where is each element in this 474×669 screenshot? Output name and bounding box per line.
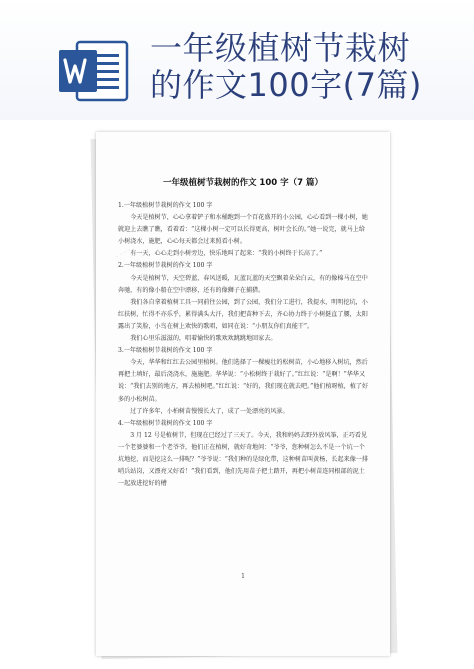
paragraph: 有一天，心心走到小树旁边，快乐地叫了起来：“我的小树终于长高了。” (130, 250, 323, 258)
header-banner (0, 0, 474, 120)
main-title-line-2: 的作文100字(7篇) (150, 66, 422, 104)
paragraph: 3 月 12 号是植树节，但现在已经过了三天了。今天，我和妈妈去野外放风筝，正巧看见一个老婆婆和一个老爷爷，他们正在植树，就好奇地问：“爷爷，您种树怎么不是一个坑一个坑地挖，而是挖这么一排呢？”爷爷说：“我们种的是绿化带，这种树苗叫黄杨，长起来像一排哨兵站岗，又漂亮又好看！”我们看到，他们先用苗子把土踏开，再把小树苗连同根部的泥土一起放进挖好的槽 (118, 431, 368, 488)
section-heading: 3.一年级植树节栽树的作文 100 字 (118, 347, 213, 355)
paragraph: 我们心里乐滋滋的，唱着愉快的歌欢欢跳跳地回家去。 (130, 335, 277, 343)
watermark: ˇˇˇˇ (114, 248, 136, 266)
section-heading: 4.一年级植树节栽树的作文 100 字 (118, 419, 213, 427)
section-heading: 2.一年级植树节栽树的作文 100 字 (118, 262, 213, 270)
paragraph: 今天是植树节，心心拿着铲子和水桶跑到一个百花盛开的小公园，心心看到一棵小树，她就迎上去瞧了瞧，看着看：“这棵小树一定可以长得更高，树叶会长的。”她一说完，就马上给小树浇水，施肥，心心每天都会过来照看小树。 (118, 214, 368, 246)
section-heading: 1.一年级植树节栽树的作文 100 字 (118, 202, 213, 209)
page-number: 1 (241, 573, 245, 580)
document-body (118, 200, 370, 490)
document-page (96, 132, 390, 656)
document-title: 一年级植树节栽树的作文 100 字（7 篇） (162, 178, 324, 188)
paragraph: 今天是植树节，天空碧蓝，春风送暖，瓦蓝瓦蓝的天空飘着朵朵白云，有的像棉马在空中奔驰，有的像小船在空中漂移，还有的像狮子在捕猎。 (118, 274, 368, 294)
word-document-icon (57, 38, 131, 104)
main-title-line-1: 一年级植树节栽树 (150, 29, 411, 67)
paragraph: 我们各自拿着植树工具一同前往公园，到了公园，我们分工进行，我提水，明明挖坑，小红扶树，忙得不亦乐乎，累得满头大汗，我们把苗种下去，齐心协力终于小树挺直了腰，太阳露出了笑脸，小鸟在树上欢快的歌唱，如同在说：“小朋友你们真能干”。 (118, 298, 368, 330)
paragraph: 过了许多年，小柏树苗慢慢长大了，成了一处漂亮的风景。 (130, 407, 289, 415)
paragraph: 今天，华华和红红去公园里植树。他们选择了一棵瘦壮的松树苗，小心地移入树坑，然后再把土填好，最后浇浇水，施施肥。华华说：“小松树终于栽好了。”红红说：“是啊！”华华又说：“我们去别的地方，再去植树吧。”红红说：“好的，我们现在就去吧。”他们植呀植，植了好多的小松树苗。 (118, 359, 369, 403)
